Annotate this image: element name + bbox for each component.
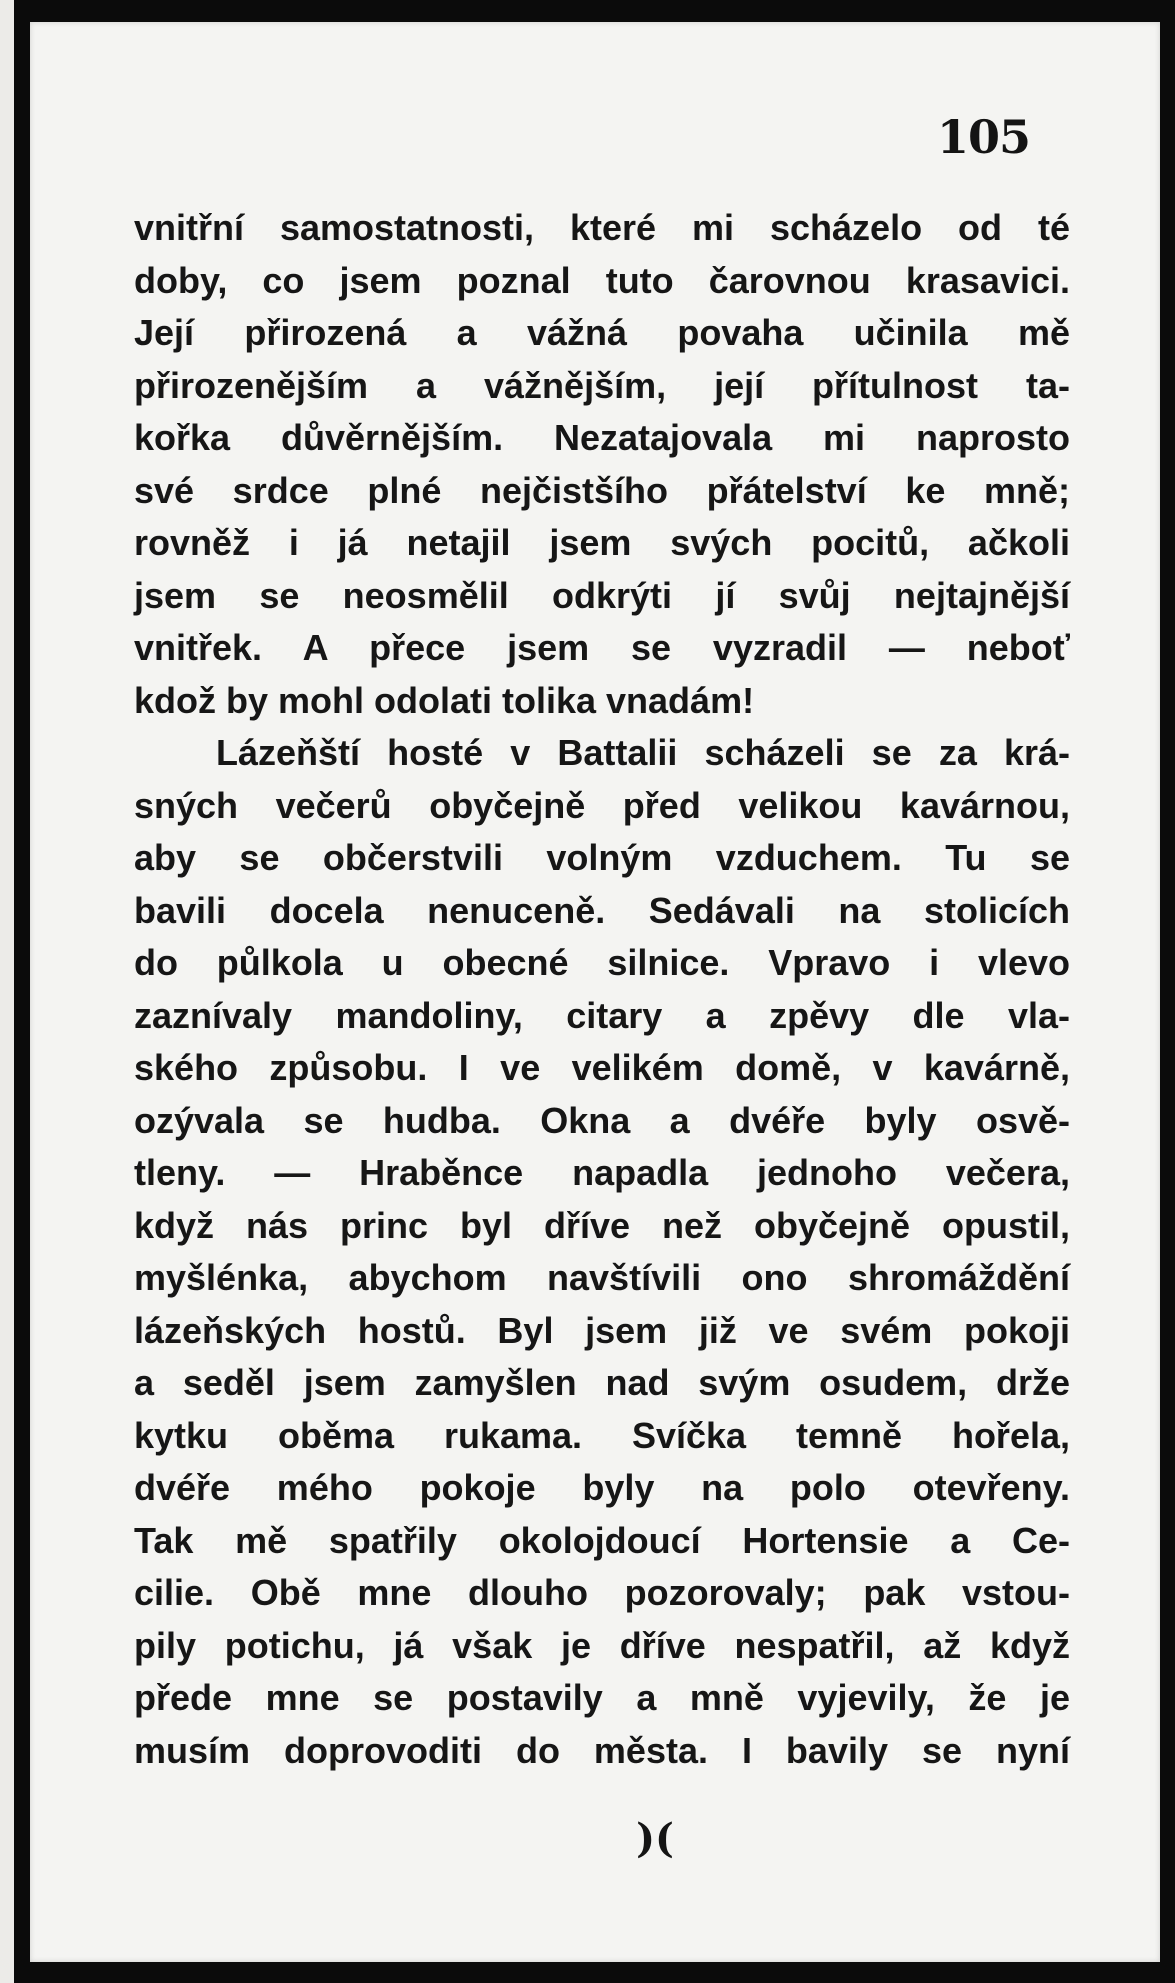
- text-line: kořka důvěrnějším. Nezatajovala mi naprosto: [134, 417, 1070, 458]
- adjacent-page-edge: [0, 0, 14, 1983]
- paragraph-end-line: kdož by mohl odolati tolika vnadám!: [134, 679, 755, 721]
- text-line: ského způsobu. I ve velikém domě, v kavárně,: [134, 1047, 1070, 1088]
- text-line: zaznívaly mandoliny, citary a zpěvy dle vla-: [134, 994, 1070, 1036]
- text-line: své srdce plné nejčistšího přátelství ke mně;: [134, 469, 1070, 511]
- text-line: doby, co jsem poznal tuto čarovnou krasavici.: [134, 259, 1070, 301]
- text-line: kytku oběma rukama. Svíčka temně hořela,: [134, 1414, 1070, 1456]
- page-number: 105: [936, 110, 1030, 164]
- text-line: cilie. Obě mne dlouho pozorovaly; pak vstou-: [134, 1572, 1070, 1613]
- paragraph-start-line: Lázeňští hosté v Battalii scházeli se za krá-: [216, 732, 1070, 773]
- text-line: když nás princ byl dříve než obyčejně opustil,: [134, 1204, 1070, 1246]
- signature-mark: )(: [636, 1815, 674, 1862]
- text-line: bavili docela nenuceně. Sedávali na stolicích: [134, 889, 1070, 931]
- text-line: do půlkola u obecné silnice. Vpravo i vlevo: [134, 942, 1070, 983]
- book-page: [30, 22, 1160, 1962]
- text-line: lázeňských hostů. Byl jsem již ve svém pokoji: [134, 1309, 1070, 1351]
- text-line: vnitřek. A přece jsem se vyzradil — neboť: [134, 627, 1070, 668]
- text-line: sných večerů obyčejně před velikou kavárnou,: [134, 784, 1070, 826]
- text-line: myšlénka, abychom navštívili ono shromáždění: [134, 1257, 1070, 1298]
- text-line: musím doprovoditi do města. I bavily se nyní: [134, 1729, 1070, 1771]
- text-line: tleny. — Hraběnce napadla jednoho večera,: [134, 1152, 1070, 1193]
- text-line: a seděl jsem zamyšlen nad svým osudem, drže: [134, 1362, 1070, 1403]
- text-line: Její přirozená a vážná povaha učinila mě: [134, 312, 1070, 353]
- text-line: aby se občerstvili volným vzduchem. Tu se: [134, 837, 1070, 878]
- text-line: rovněž i já netajil jsem svých pocitů, ačkoli: [134, 522, 1070, 563]
- text-line: ozývala se hudba. Okna a dvéře byly osvě-: [134, 1099, 1070, 1141]
- text-line: jsem se neosmělil odkrýti jí svůj nejtajnější: [134, 574, 1070, 616]
- text-line: přede mne se postavily a mně vyjevily, že je: [134, 1677, 1070, 1718]
- page-body-text: [134, 202, 1070, 1777]
- text-line: dvéře mého pokoje byly na polo otevřeny.: [134, 1467, 1070, 1508]
- text-line: Tak mě spatřily okolojdoucí Hortensie a Ce-: [134, 1519, 1070, 1561]
- text-line: pily potichu, já však je dříve nespatřil, až když: [134, 1624, 1070, 1666]
- text-line: vnitřní samostatnosti, které mi scházelo od té: [134, 207, 1070, 248]
- text-line: přirozenějším a vážnějším, její přítulnost ta-: [134, 364, 1070, 406]
